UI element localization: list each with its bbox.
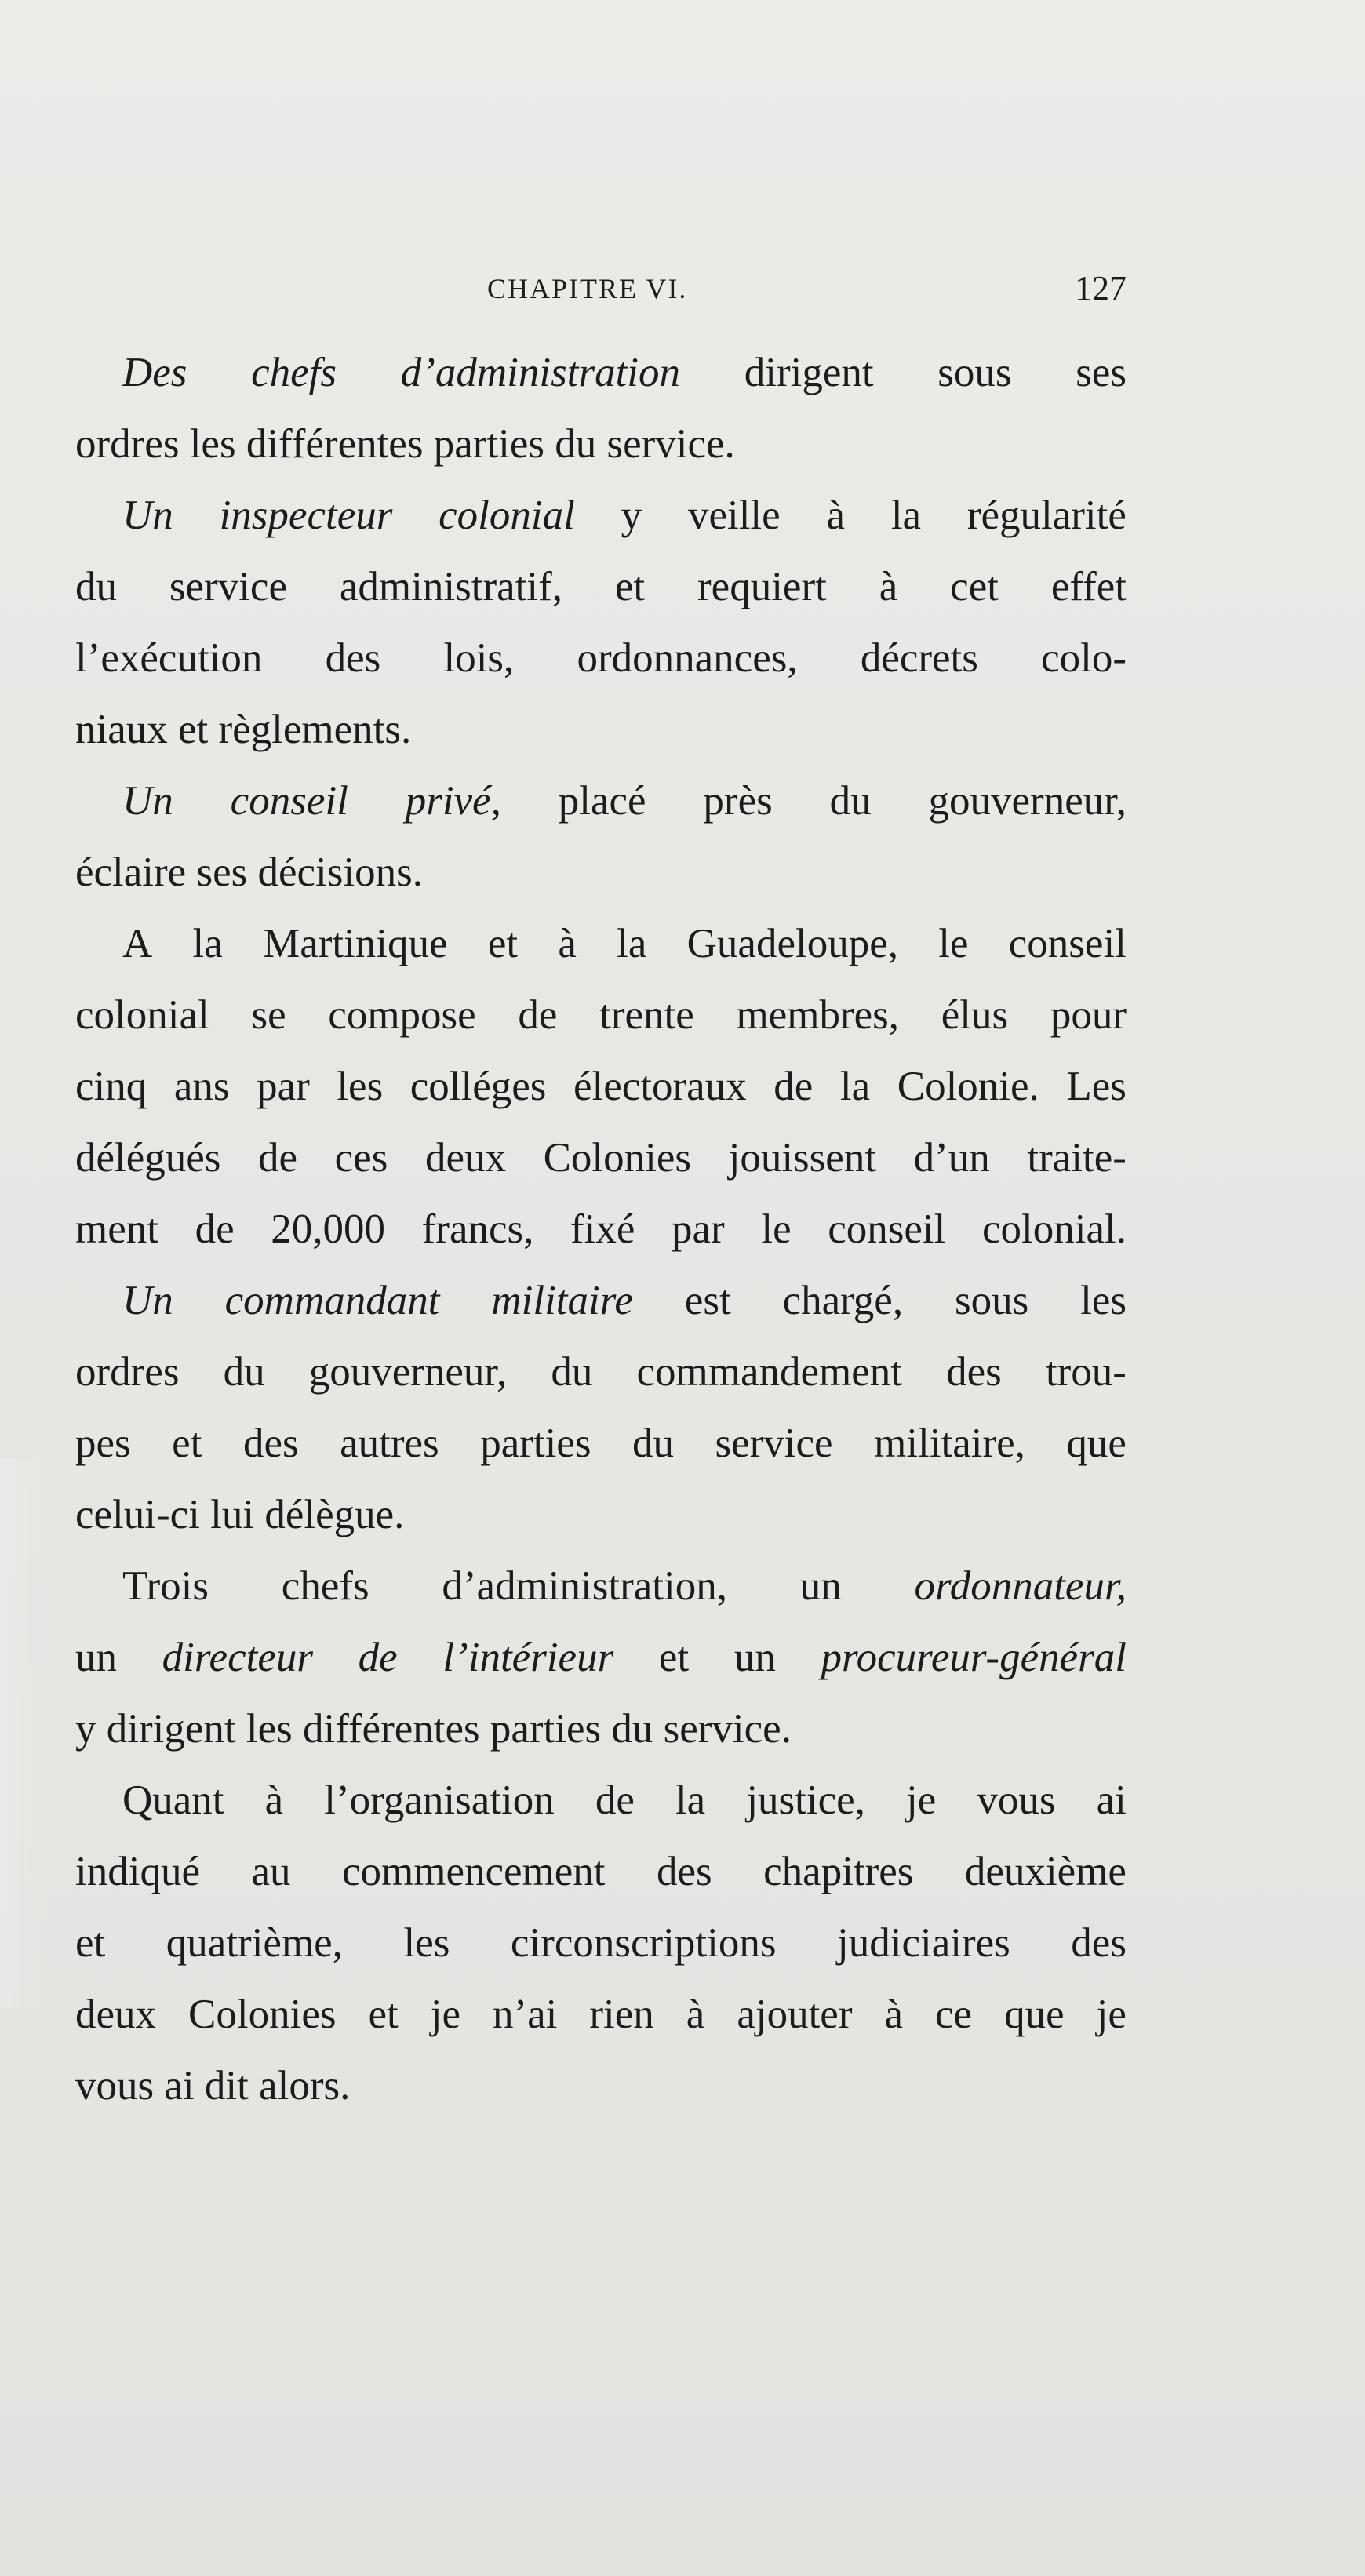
word: se (251, 992, 286, 1038)
word: je (906, 1777, 937, 1823)
text-line (75, 766, 1127, 837)
word: commandement (636, 1349, 902, 1395)
italic-word: ordonnateur, (914, 1563, 1127, 1609)
word: francs, (421, 1206, 534, 1252)
italic-word: Un (122, 493, 173, 538)
word: un (75, 1635, 117, 1680)
word: service (169, 564, 287, 609)
italic-word: d’administration (400, 350, 681, 395)
word: que (1066, 1421, 1127, 1466)
text-span: ordres les différentes parties du service. (75, 421, 735, 467)
word: par (672, 1206, 725, 1252)
word: fixé (570, 1206, 635, 1252)
word: un (733, 1635, 776, 1680)
word: service (715, 1421, 833, 1466)
text-span: niaux et règlements. (75, 707, 412, 752)
word: judiciaires (837, 1920, 1010, 1966)
italic-word: conseil (230, 778, 348, 824)
paper-crease (0, 1459, 47, 2008)
text-line (75, 1908, 1127, 1979)
italic-word: directeur (162, 1635, 313, 1680)
word: colonial (75, 992, 209, 1038)
word: membres, (736, 992, 900, 1038)
word: élus (941, 992, 1009, 1038)
text-line (75, 1979, 1127, 2050)
italic-word: Un (122, 778, 173, 824)
text-line (75, 1122, 1127, 1194)
word: les (337, 1064, 384, 1109)
word: Colonies (188, 1992, 337, 2037)
word: la (675, 1777, 706, 1823)
word: trou- (1045, 1349, 1127, 1395)
text-span: éclaire ses décisions. (75, 850, 423, 895)
word: et (614, 564, 646, 609)
word: ces (334, 1135, 388, 1181)
word: Martinique (263, 921, 448, 966)
word: à (826, 493, 846, 538)
word: les (1080, 1278, 1127, 1323)
word: je (430, 1992, 460, 2037)
word: des (325, 635, 381, 681)
text-span: vous ai dit alors. (75, 2063, 351, 2108)
italic-word: commandant (224, 1278, 440, 1323)
word: Quant (122, 1777, 224, 1823)
text-line (75, 908, 1127, 980)
word: colléges (410, 1064, 547, 1109)
word: veille (687, 493, 781, 538)
word: colonial. (981, 1206, 1127, 1252)
word: à (879, 564, 898, 609)
word: Guadeloupe, (686, 921, 898, 966)
word: administratif, (339, 564, 562, 609)
word: que (1004, 1992, 1065, 2037)
word: Colonie. (897, 1064, 1039, 1109)
word: A (122, 921, 153, 966)
word: n’ai (492, 1992, 558, 2037)
italic-word: Un (122, 1278, 173, 1323)
italic-word: militaire (491, 1278, 633, 1323)
word: des (657, 1849, 712, 1894)
italic-word: Des (122, 350, 187, 395)
word: commencement (341, 1849, 606, 1894)
word: ajouter (737, 1992, 853, 2037)
word: Trois (122, 1563, 209, 1609)
text-line (75, 1836, 1127, 1908)
page-header (75, 265, 1127, 312)
word: circonscriptions (510, 1920, 777, 1966)
word: régularité (966, 493, 1127, 538)
word: l’organisation (324, 1777, 555, 1823)
word: de (195, 1206, 235, 1252)
word: chapitres (763, 1849, 914, 1894)
word: autres (340, 1421, 439, 1466)
word: Colonies (543, 1135, 692, 1181)
word: dirigent (744, 350, 874, 395)
word: effet (1050, 564, 1127, 609)
word: trente (599, 992, 694, 1038)
word: des (946, 1349, 1002, 1395)
italic-word: procureur-général (821, 1635, 1127, 1680)
word: ans (173, 1064, 230, 1109)
word: pes (75, 1421, 131, 1466)
text-line (75, 1265, 1127, 1337)
word: délégués (75, 1135, 221, 1181)
word: requiert (697, 564, 827, 609)
word: conseil (828, 1206, 946, 1252)
word: du (75, 564, 117, 609)
word: la (839, 1064, 871, 1109)
word: l’exécution (75, 635, 263, 681)
word: deuxième (964, 1849, 1127, 1894)
word: décrets (860, 635, 978, 681)
word: Les (1066, 1064, 1127, 1109)
word: vous (977, 1777, 1056, 1823)
word: par (257, 1064, 310, 1109)
text-line (75, 1337, 1127, 1408)
text-line (75, 837, 1127, 908)
word: électoraux (573, 1064, 747, 1109)
word: de (774, 1064, 814, 1109)
word: sous (954, 1278, 1029, 1323)
italic-word: inspecteur (219, 493, 393, 538)
word: pour (1050, 992, 1127, 1038)
italic-word: chefs (251, 350, 337, 395)
word: placé (558, 778, 646, 824)
word: d’administration, (442, 1563, 727, 1609)
word: et (368, 1992, 399, 2037)
word: compose (328, 992, 476, 1038)
word: la (890, 493, 922, 538)
word: le (761, 1206, 792, 1252)
word: 20,000 (271, 1206, 386, 1252)
word: lois, (443, 635, 515, 681)
word: de (258, 1135, 298, 1181)
word: le (938, 921, 969, 966)
word: jouissent (728, 1135, 877, 1181)
italic-word: de (358, 1635, 398, 1680)
word: ment (75, 1206, 158, 1252)
word: traite- (1027, 1135, 1127, 1181)
word: gouverneur, (308, 1349, 508, 1395)
word: du (829, 778, 872, 824)
word: ordres (75, 1349, 180, 1395)
word: y (621, 493, 642, 538)
word: ses (1076, 350, 1127, 395)
word: à (264, 1777, 284, 1823)
word: la (617, 921, 647, 966)
word: du (223, 1349, 265, 1395)
word: conseil (1008, 921, 1127, 966)
word: cet (950, 564, 999, 609)
word: au (251, 1849, 291, 1894)
text-line (75, 623, 1127, 694)
word: et (75, 1920, 106, 1966)
text-line (75, 694, 1127, 766)
word: ordonnances, (577, 635, 798, 681)
word: ce (935, 1992, 973, 2037)
word: gouverneur, (928, 778, 1127, 824)
text-line (75, 1051, 1127, 1122)
word: les (403, 1920, 450, 1966)
word: la (192, 921, 223, 966)
word: je (1096, 1992, 1127, 2037)
word: des (1071, 1920, 1127, 1966)
word: et (658, 1635, 690, 1680)
text-line (75, 1694, 1127, 1765)
word: de (518, 992, 558, 1038)
word: deux (75, 1992, 157, 2037)
text-line (75, 2050, 1127, 2122)
text-line (75, 1479, 1127, 1551)
word: d’un (913, 1135, 990, 1181)
word: du (632, 1421, 674, 1466)
word: indiqué (75, 1849, 200, 1894)
word: et (487, 921, 519, 966)
word: un (799, 1563, 842, 1609)
text-line (75, 1622, 1127, 1694)
text-line (75, 1551, 1127, 1622)
text-line (75, 1194, 1127, 1265)
italic-word: colonial (439, 493, 575, 538)
body-text (75, 337, 1127, 2122)
text-line (75, 337, 1127, 409)
text-line (75, 980, 1127, 1051)
word: justice, (746, 1777, 865, 1823)
word: chargé, (782, 1278, 904, 1323)
page-number: 127 (1075, 269, 1127, 307)
word: et (172, 1421, 202, 1466)
word: à (884, 1992, 904, 2037)
word: près (703, 778, 773, 824)
word: cinq (75, 1064, 147, 1109)
word: des (242, 1421, 299, 1466)
word: est (684, 1278, 731, 1323)
word: ai (1096, 1777, 1127, 1823)
text-line (75, 1765, 1127, 1836)
word: rien (589, 1992, 654, 2037)
word: colo- (1041, 635, 1127, 681)
word: à (558, 921, 577, 966)
word: quatrième, (166, 1920, 343, 1966)
text-line (75, 551, 1127, 623)
running-head: CHAPITRE VI. (487, 273, 688, 304)
word: deux (424, 1135, 506, 1181)
word: parties (480, 1421, 592, 1466)
word: sous (937, 350, 1012, 395)
word: chefs (281, 1563, 369, 1609)
word: de (595, 1777, 635, 1823)
word: à (686, 1992, 705, 2037)
text-line (75, 480, 1127, 551)
text-line (75, 1408, 1127, 1479)
text-span: y dirigent les différentes parties du service. (75, 1706, 792, 1752)
word: du (551, 1349, 593, 1395)
italic-word: privé, (405, 778, 501, 824)
word: militaire, (874, 1421, 1025, 1466)
text-line (75, 409, 1127, 480)
text-span: celui-ci lui délègue. (75, 1492, 405, 1537)
italic-word: l’intérieur (442, 1635, 614, 1680)
